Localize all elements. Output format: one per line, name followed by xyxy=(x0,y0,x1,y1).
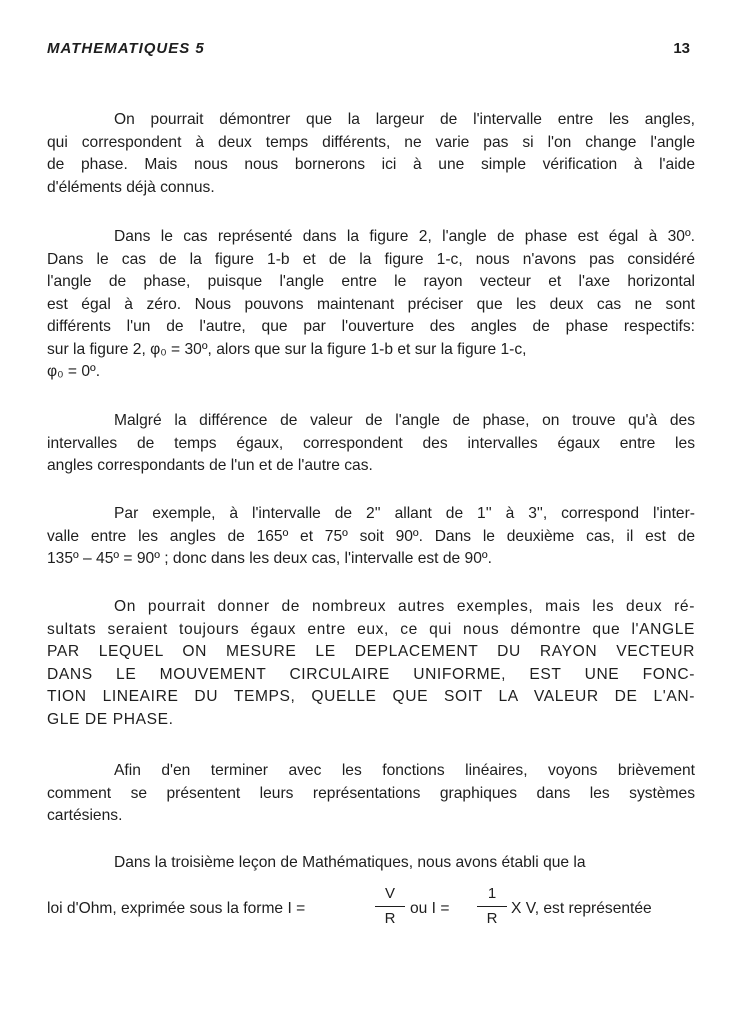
paragraph-5 xyxy=(47,596,695,731)
text-line: cartésiens. xyxy=(47,807,123,824)
paragraph-7 xyxy=(47,852,695,875)
text-line: On pourrait donner de nombreux autres exemples, mais les deux ré- xyxy=(114,598,695,615)
text-line: On pourrait démontrer que la largeur de l'intervalle entre les angles, xyxy=(114,111,695,128)
text-line: différents l'un de l'autre, que par l'ouverture des angles de phase respectifs: xyxy=(47,318,695,335)
fraction-bar xyxy=(477,906,507,907)
text-line: Dans le cas représenté dans la figure 2, l'angle de phase est égal à 30º. xyxy=(114,228,695,245)
text-line: d'éléments déjà connus. xyxy=(47,178,215,196)
formula-text-before: loi d'Ohm, exprimée sous la forme I = xyxy=(47,900,306,917)
text-line: est égal à zéro. Nous pouvons maintenant préciser que les deux cas ne sont xyxy=(47,295,695,313)
text-line: Malgré la différence de valeur de l'angle de phase, on trouve qu'à des xyxy=(114,412,695,429)
text-line: Par exemple, à l'intervalle de 2'' allant de 1'' à 3'', correspond l'inter- xyxy=(114,505,695,522)
paragraph-1 xyxy=(47,109,695,199)
fraction-numerator: V xyxy=(384,885,395,902)
text-line: de phase. Mais nous nous bornerons ici à une simple vérification à l'aide xyxy=(47,156,695,173)
text-line: valle entre les angles de 165º et 75º soit 90º. Dans le deuxième cas, il est de xyxy=(47,527,695,545)
paragraph-4 xyxy=(47,503,695,571)
formula-text-middle: ou I = xyxy=(410,900,450,917)
fraction-bar xyxy=(375,906,405,907)
text-line: Afin d'en terminer avec les fonctions linéaires, voyons brièvement xyxy=(114,762,695,779)
text-line: φ₀ = 0º. xyxy=(47,363,101,380)
ohm-law-formula-line xyxy=(47,883,707,933)
text-line: l'angle de phase, puisque l'angle entre le rayon vecteur et l'axe horizontal xyxy=(47,273,695,290)
fraction-numerator: 1 xyxy=(487,885,497,902)
text-line: TION LINEAIRE DU TEMPS, QUELLE QUE SOIT LA VALEUR DE L'AN- xyxy=(47,688,695,705)
running-header-title: MATHEMATIQUES 5 xyxy=(47,40,205,57)
text-line: sur la figure 2, φ₀ = 30º, alors que sur la figure 1-b et sur la figure 1-c, xyxy=(47,340,527,358)
fraction-denominator: R xyxy=(384,910,396,927)
paragraph-6 xyxy=(47,760,695,828)
page-number: 13 xyxy=(673,40,690,57)
text-line: PAR LEQUEL ON MESURE LE DEPLACEMENT DU RAYON VECTEUR xyxy=(47,643,695,660)
text-line: angles correspondants de l'un et de l'autre cas. xyxy=(47,457,373,474)
text-line: 135º – 45º = 90º ; donc dans les deux cas, l'intervalle est de 90º. xyxy=(47,550,492,567)
text-line: GLE DE PHASE. xyxy=(47,710,174,728)
text-line: DANS LE MOUVEMENT CIRCULAIRE UNIFORME, EST UNE FONC- xyxy=(47,665,695,683)
text-line: sultats seraient toujours égaux entre eux, ce qui nous démontre que l'ANGLE xyxy=(47,620,695,638)
text-line: comment se présentent leurs représentations graphiques dans les systèmes xyxy=(47,784,695,802)
paragraph-2 xyxy=(47,226,695,384)
fraction-denominator: R xyxy=(486,910,498,927)
text-line: intervalles de temps égaux, correspondent des intervalles égaux entre les xyxy=(47,434,695,452)
paragraph-3 xyxy=(47,410,695,478)
formula-text-after: X V, est représentée xyxy=(511,900,652,917)
text-line: qui correspondent à deux temps différents, ne varie pas si l'on change l'angle xyxy=(47,133,695,151)
text-line: Dans la troisième leçon de Mathématiques, nous avons établi que la xyxy=(114,854,586,871)
text-line: Dans le cas de la figure 1-b et de la figure 1-c, nous n'avons pas considéré xyxy=(47,250,695,268)
